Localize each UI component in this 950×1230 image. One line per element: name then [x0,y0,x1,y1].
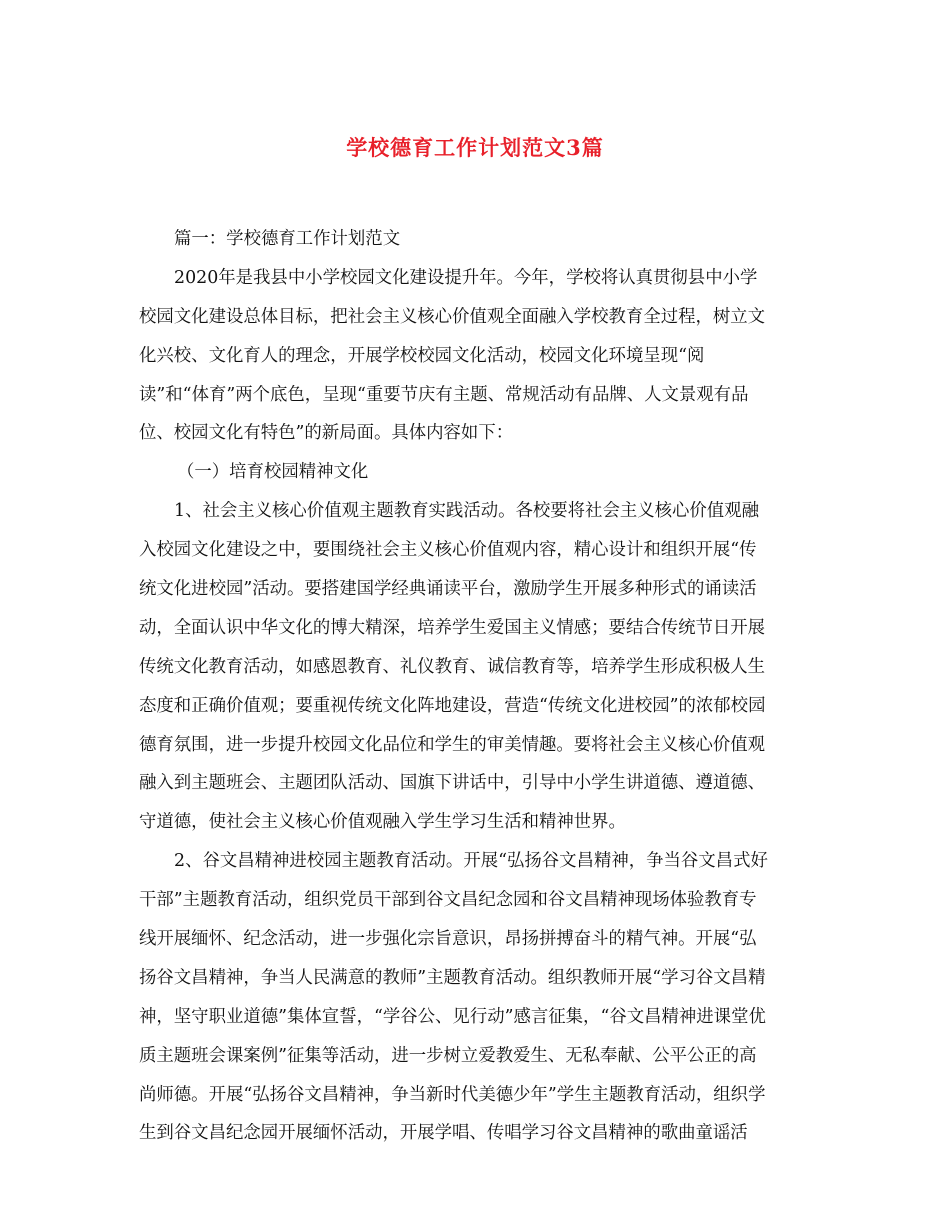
paragraph-line: 生到谷文昌纪念园开展缅怀活动，开展学唱、传唱学习谷文昌精神的歌曲童谣活 [139,1123,748,1144]
paragraph-line: 神，坚守职业道德”集体宣誓，“学谷公、见行动”感言征集，“谷文昌精神进课堂优 [139,1006,766,1027]
paragraph-line: 线开展缅怀、纪念活动，进一步强化宗旨意识，昂扬拼搏奋斗的精气神。开展“弘 [139,929,757,950]
paragraph-line: 读”和“体育”两个底色，呈现“重要节庆有主题、常规活动有品牌、人文景观有品 [139,384,749,405]
paragraph-line: 德育氛围，进一步提升校园文化品位和学生的审美情趣。要将社会主义核心价值观 [139,734,766,755]
document-body [139,220,815,1153]
paragraph-line: 尚师德。开展“弘扬谷文昌精神，争当新时代美德少年”学生主题教育活动，组织学 [139,1084,766,1105]
paragraph-line: 融入到主题班会、主题团队活动、国旗下讲话中，引导中小学生讲道德、遵道德、 [139,773,766,794]
paragraph-line: 1、社会主义核心价值观主题教育实践活动。各校要将社会主义核心价值观融 [174,501,759,522]
paragraph-line: 扬谷文昌精神，争当人民满意的教师”主题教育活动。组织教师开展“学习谷文昌精 [139,967,766,988]
paragraph-line: 2、谷文昌精神进校园主题教育活动。开展“弘扬谷文昌精神，争当谷文昌式好 [174,851,768,872]
paragraph-line: 入校园文化建设之中，要围绕社会主义核心价值观内容，精心设计和组织开展“传 [139,540,757,561]
paragraph-line: 化兴校、文化育人的理念，开展学校校园文化活动，校园文化环境呈现“阅 [139,345,705,366]
paragraph-line: 干部”主题教育活动，组织党员干部到谷文昌纪念园和谷文昌精神现场体验教育专 [139,890,757,911]
paragraph-line: 2020年是我县中小学校园文化建设提升年。今年，学校将认真贯彻县中小学 [174,267,758,288]
document-title: 学校德育工作计划范文3篇 [346,135,604,160]
section-heading: 篇一：学校德育工作计划范文 [174,229,401,249]
paragraph-line: 态度和正确价值观；要重视传统文化阵地建设，营造“传统文化进校园”的浓郁校园 [139,695,766,716]
subsection-heading: （一）培育校园精神文化 [177,462,369,483]
paragraph-line: 统文化进校园”活动。要搭建国学经典诵读平台，激励学生开展多种形式的诵读活 [139,579,757,600]
paragraph-line: 动，全面认识中华文化的博大精深，培养学生爱国主义情感；要结合传统节日开展 [139,617,766,638]
paragraph-line: 位、校园文化有特色”的新局面。具体内容如下： [139,423,514,444]
paragraph-line: 守道德，使社会主义核心价值观融入学生学习生活和精神世界。 [139,812,626,833]
paragraph-line: 质主题班会课案例”征集等活动，进一步树立爱教爱生、无私奉献、公平公正的高 [139,1045,757,1066]
paragraph-line: 传统文化教育活动，如感恩教育、礼仪教育、诚信教育等，培养学生形成积极人生 [139,656,766,677]
paragraph-line: 校园文化建设总体目标，把社会主义核心价值观全面融入学校教育全过程，树立文 [139,306,766,327]
